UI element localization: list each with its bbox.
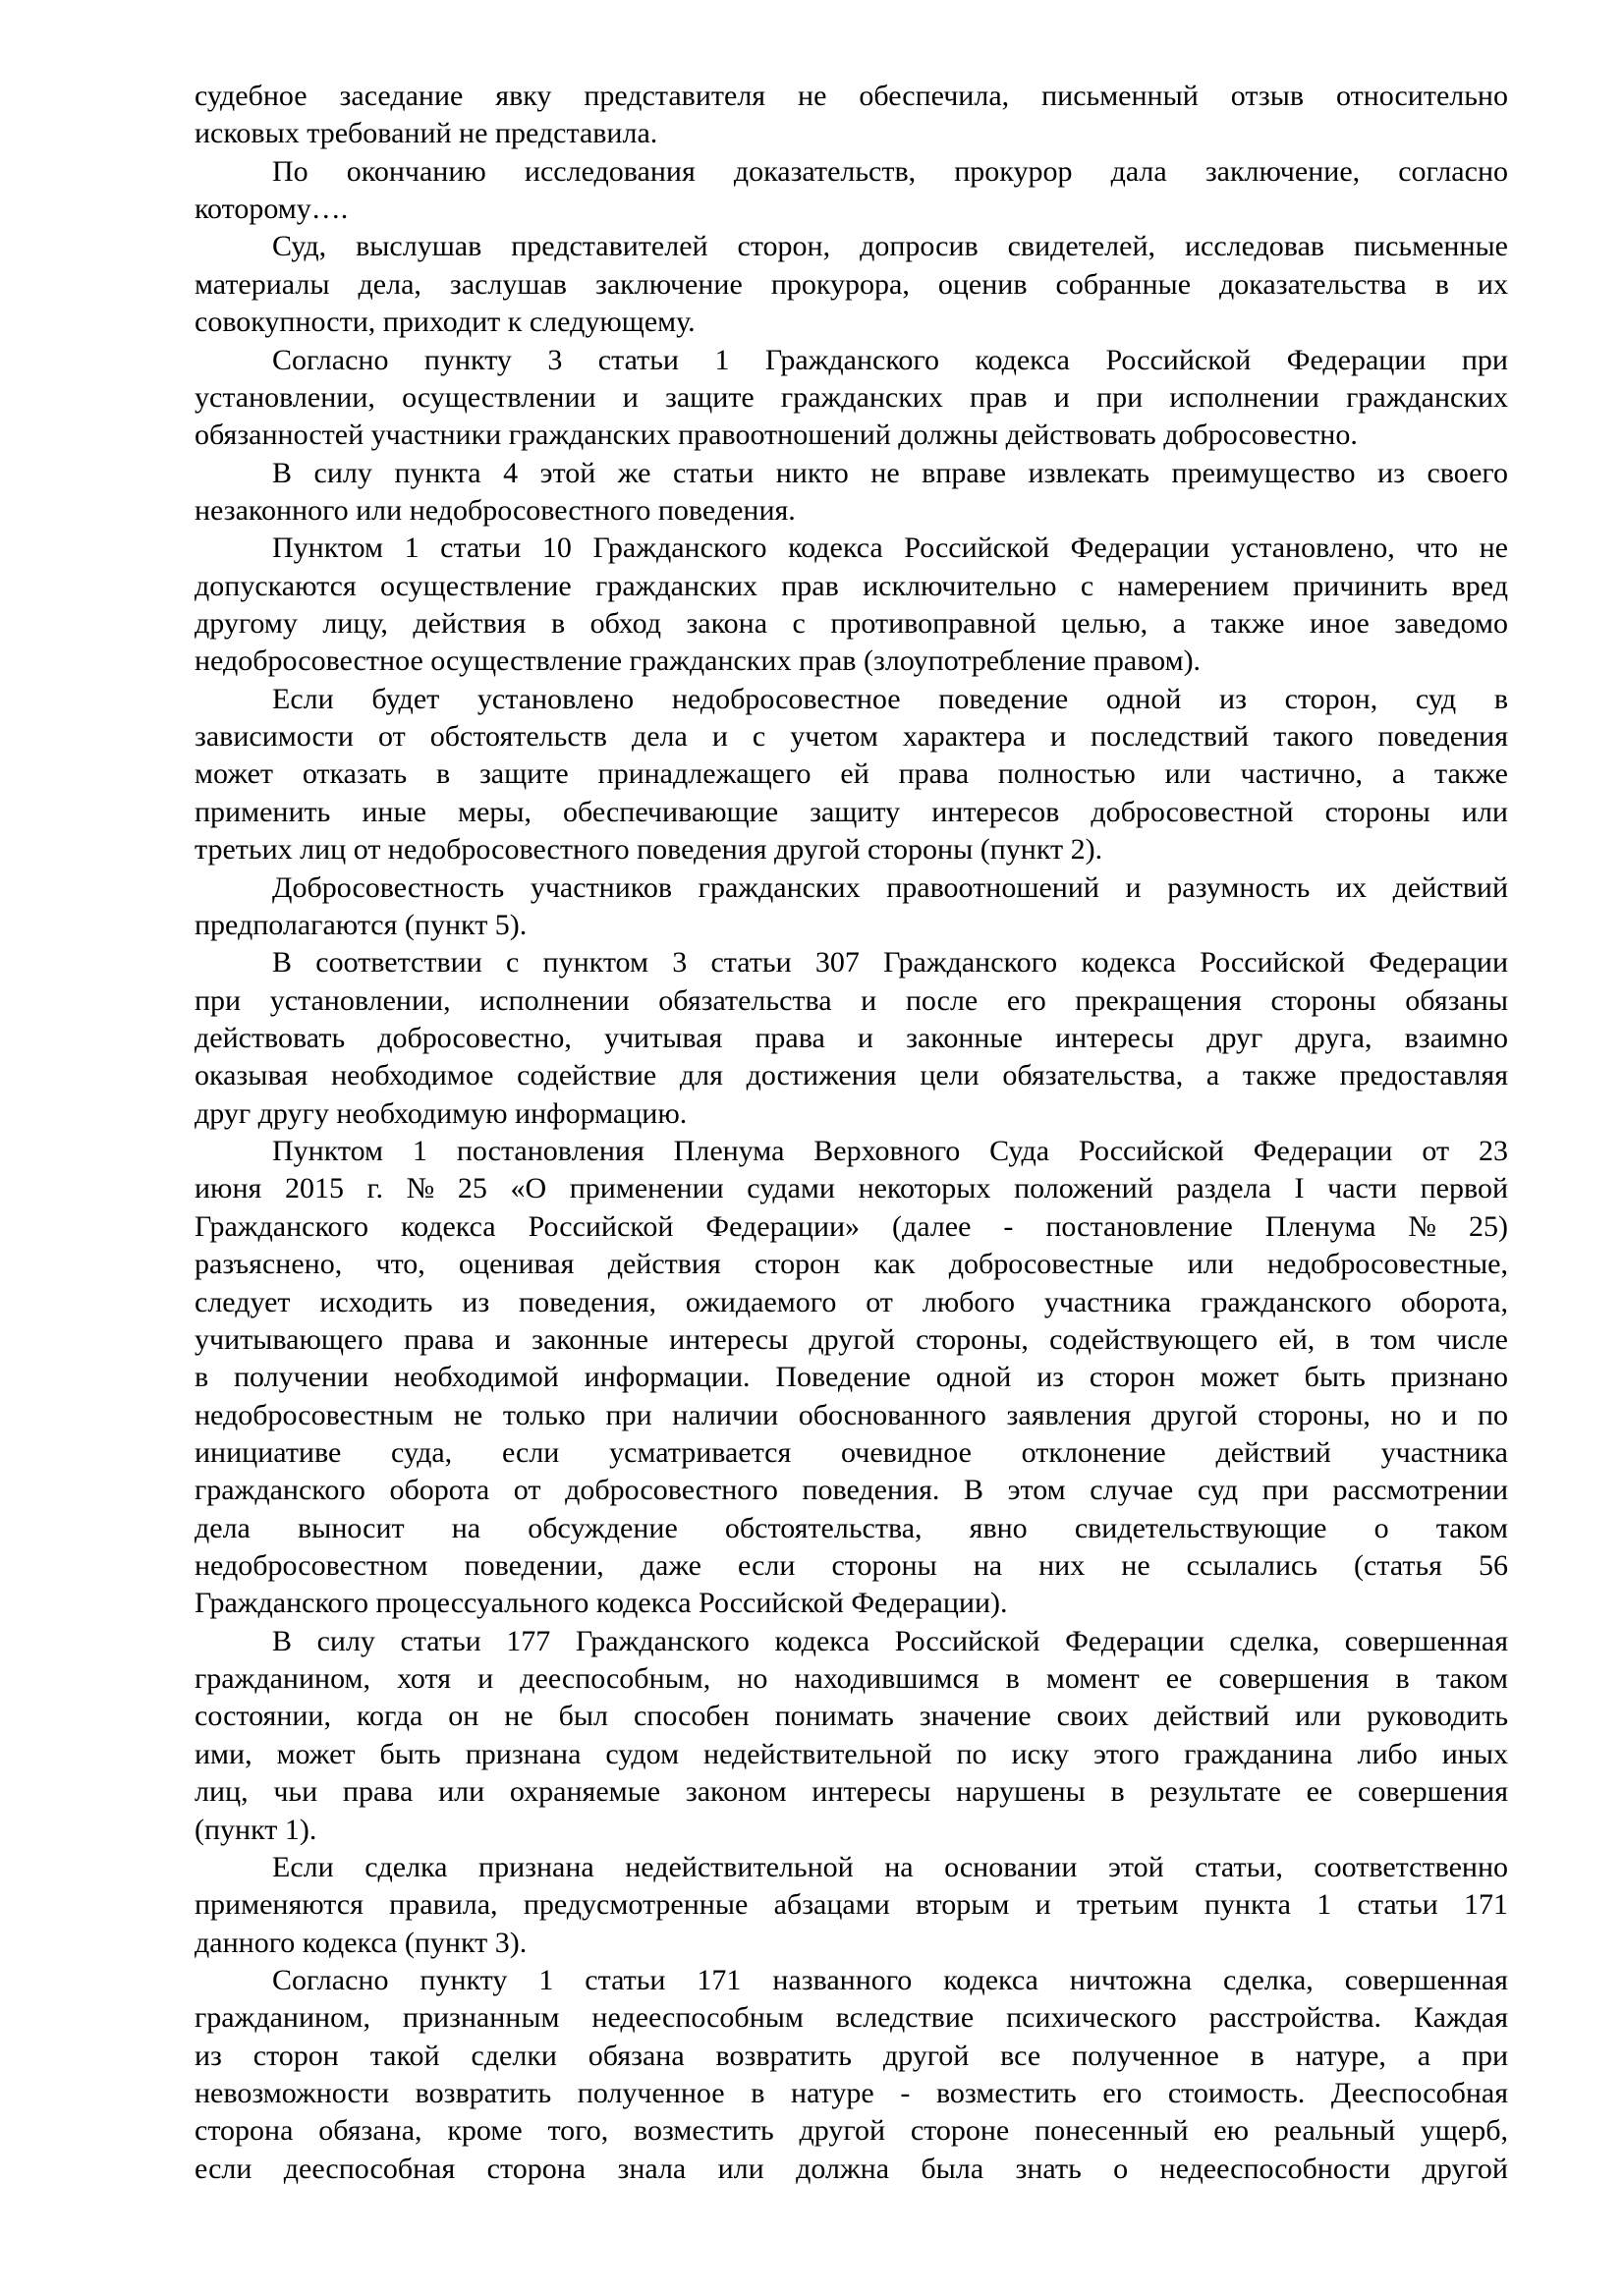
text-line: инициативе суда, если усматривается очевидное отклонение действий участника — [195, 1435, 1508, 1469]
text-line: гражданином, хотя и дееспособным, но находившимся в момент ее совершения в таком — [195, 1662, 1508, 1696]
text-line: Суд, выслушав представителей сторон, допросив свидетелей, исследовав письменные — [272, 230, 1508, 263]
text-line: гражданского оборота от добросовестного поведения. В этом случае суд при рассмотрении — [195, 1474, 1508, 1507]
paragraph — [195, 153, 1508, 229]
text-line: Пунктом 1 постановления Пленума Верховного Суда Российской Федерации от 23 — [272, 1135, 1508, 1168]
paragraph — [195, 530, 1508, 680]
text-line: лиц, чьи права или охраняемые законом интересы нарушены в результате ее совершения — [195, 1775, 1508, 1809]
text-line: друг другу необходимую информацию. — [195, 1096, 688, 1130]
text-line: недобросовестным не только при наличии обоснованного заявления другой стороны, но и по — [195, 1398, 1508, 1431]
paragraph — [195, 1849, 1508, 1962]
paragraph — [195, 944, 1508, 1133]
paragraph — [195, 869, 1508, 945]
text-line: материалы дела, заслушав заключение прокурора, оценив собранные доказательства в их — [195, 267, 1508, 301]
text-line: третьих лиц от недобросовестного поведения другой стороны (пункт 2). — [195, 833, 1103, 867]
text-line: ими, может быть признана судом недействительной по иску этого гражданина либо иных — [195, 1737, 1508, 1770]
text-line: невозможности возвратить полученное в натуре - возместить его стоимость. Дееспособная — [195, 2077, 1508, 2110]
document-body — [195, 78, 1508, 2188]
text-line: В силу статьи 177 Гражданского кодекса Российской Федерации сделка, совершенная — [272, 1624, 1508, 1657]
text-line: исковых требований не представила. — [195, 117, 658, 150]
paragraph — [195, 455, 1508, 531]
text-line: при установлении, исполнении обязательства и после его прекращения стороны обязаны — [195, 983, 1508, 1017]
text-line: совокупности, приходит к следующему. — [195, 306, 696, 339]
text-line: гражданином, признанным недееспособным вследствие психического расстройства. Каждая — [195, 2001, 1508, 2035]
text-line: может отказать в защите принадлежащего ей права полностью или частично, а также — [195, 757, 1508, 791]
paragraph — [195, 342, 1508, 455]
text-line: дела выносит на обсуждение обстоятельства, явно свидетельствующие о таком — [195, 1511, 1508, 1544]
text-line: из сторон такой сделки обязана возвратить другой все полученное в натуре, а при — [195, 2039, 1508, 2072]
text-line: применяются правила, предусмотренные абзацами вторым и третьим пункта 1 статьи 171 — [195, 1888, 1508, 1922]
text-line: следует исходить из поведения, ожидаемого от любого участника гражданского оборота, — [195, 1285, 1508, 1318]
text-line: другому лицу, действия в обход закона с противоправной целью, а также иное заведомо — [195, 607, 1508, 641]
text-line: Если будет установлено недобросовестное поведение одной из сторон, суд в — [272, 682, 1508, 715]
text-line: Если сделка признана недействительной на основании этой статьи, соответственно — [272, 1850, 1508, 1883]
text-line: Добросовестность участников гражданских правоотношений и разумность их действий — [272, 870, 1508, 904]
text-line: состоянии, когда он не был способен понимать значение своих действий или руководить — [195, 1700, 1508, 1733]
text-line: сторона обязана, кроме того, возместить другой стороне понесенный ею реальный ущерб, — [195, 2114, 1508, 2148]
paragraph-continuation — [195, 78, 1508, 153]
text-line: недобросовестном поведении, даже если стороны на них не ссылались (статья 56 — [195, 1549, 1508, 1583]
text-line: допускаются осуществление гражданских прав исключительно с намерением причинить вред — [195, 569, 1508, 602]
text-line: применить иные меры, обеспечивающие защиту интересов добросовестной стороны или — [195, 795, 1508, 828]
text-line: зависимости от обстоятельств дела и с учетом характера и последствий такого поведения — [195, 720, 1508, 754]
text-line: предполагаются (пункт 5). — [195, 908, 528, 941]
text-line: В соответствии с пунктом 3 статьи 307 Гражданского кодекса Российской Федерации — [272, 946, 1508, 980]
text-line: разъяснено, что, оценивая действия сторон как добросовестные или недобросовестные, — [195, 1248, 1508, 1281]
text-line: в получении необходимой информации. Поведение одной из сторон может быть признано — [195, 1361, 1508, 1394]
paragraph — [195, 1133, 1508, 1623]
text-line: незаконного или недобросовестного поведения. — [195, 493, 796, 527]
text-line: По окончанию исследования доказательств, прокурор дала заключение, согласно — [272, 154, 1508, 188]
text-line: Гражданского кодекса Российской Федерации» (далее - постановление Пленума № 25) — [195, 1209, 1508, 1243]
text-line: Пунктом 1 статьи 10 Гражданского кодекса Российской Федерации установлено, что не — [272, 532, 1508, 565]
text-line: Согласно пункту 1 статьи 171 названного кодекса ничтожна сделка, совершенная — [272, 1963, 1508, 1996]
text-line: если дееспособная сторона знала или должна была знать о недееспособности другой — [195, 2152, 1508, 2185]
text-line: Гражданского процессуального кодекса Российской Федерации). — [195, 1587, 1008, 1620]
text-line: учитывающего права и законные интересы другой стороны, содействующего ей, в том числе — [195, 1322, 1508, 1356]
paragraph — [195, 1962, 1508, 2188]
text-line: которому…. — [195, 193, 349, 226]
text-line: данного кодекса (пункт 3). — [195, 1926, 528, 1959]
text-line: недобросовестное осуществление гражданских прав (злоупотребление правом). — [195, 644, 1202, 678]
text-line: июня 2015 г. № 25 «О применении судами некоторых положений раздела I части первой — [195, 1172, 1508, 1205]
text-line: судебное заседание явку представителя не обеспечила, письменный отзыв относительно — [195, 80, 1508, 112]
paragraph — [195, 681, 1508, 869]
text-line: В силу пункта 4 этой же статьи никто не вправе извлекать преимущество из своего — [272, 456, 1508, 489]
text-line: оказывая необходимое содействие для достижения цели обязательства, а также предоставляя — [195, 1059, 1508, 1092]
text-line: установлении, осуществлении и защите гражданских прав и при исполнении гражданских — [195, 380, 1508, 414]
text-line: (пункт 1). — [195, 1813, 317, 1846]
text-line: действовать добросовестно, учитывая права и законные интересы друг друга, взаимно — [195, 1021, 1508, 1054]
text-line: обязанностей участники гражданских правоотношений должны действовать добросовестно. — [195, 419, 1358, 452]
text-line: Согласно пункту 3 статьи 1 Гражданского кодекса Российской Федерации при — [272, 343, 1508, 376]
paragraph — [195, 228, 1508, 341]
paragraph — [195, 1623, 1508, 1849]
